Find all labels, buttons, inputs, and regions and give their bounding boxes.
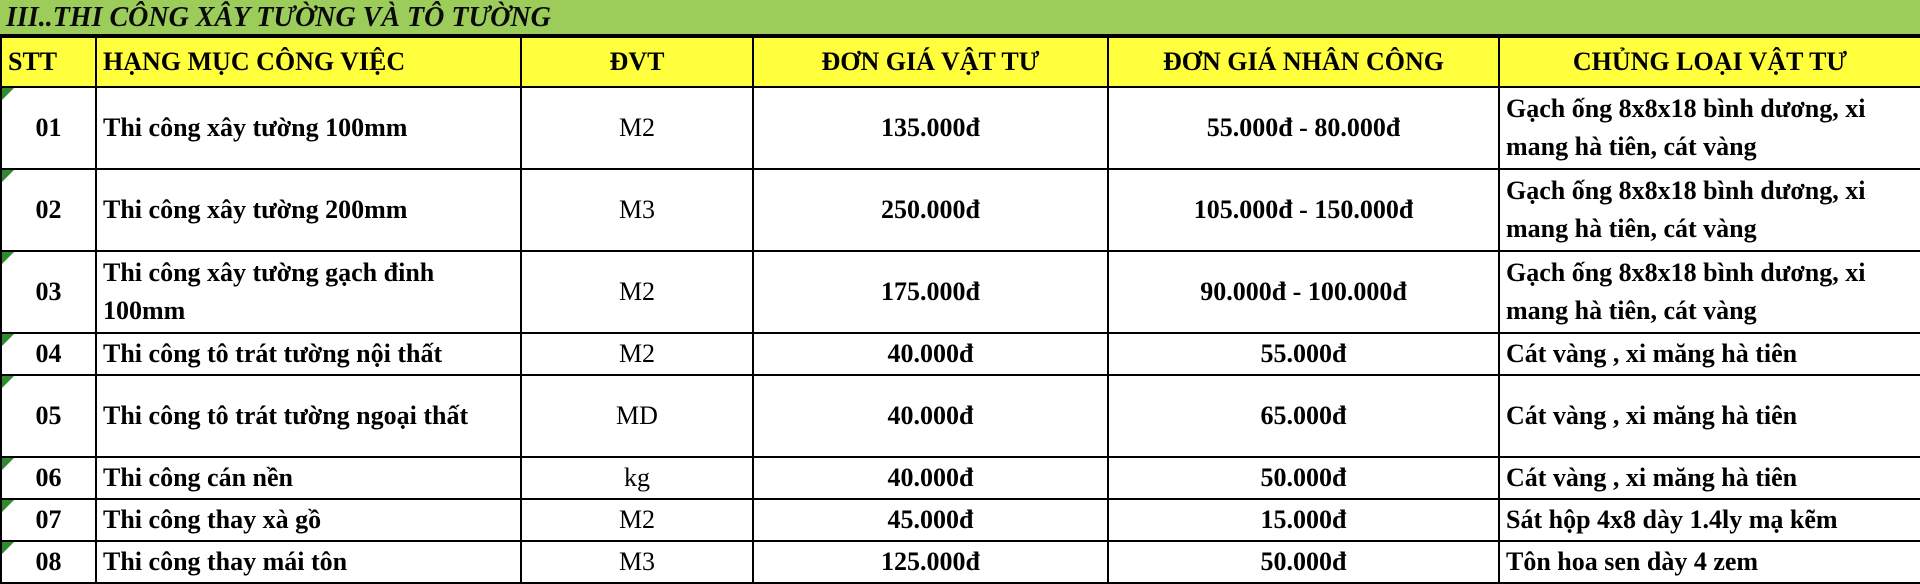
table-row [1,375,1920,457]
row-material-price: 175.000đ [753,251,1108,333]
row-material-price: 40.000đ [753,333,1108,375]
price-table [0,36,1920,584]
row-unit: M2 [521,333,753,375]
row-unit: MD [521,375,753,457]
row-unit: M3 [521,541,753,583]
row-stt: 06 [1,457,96,499]
row-material-price: 135.000đ [753,87,1108,169]
row-task: Thi công cán nền [96,457,521,499]
row-stt: 02 [1,169,96,251]
row-task: Thi công thay xà gồ [96,499,521,541]
header-row [1,37,1920,87]
table-row [1,87,1920,169]
table-row [1,169,1920,251]
row-unit: M2 [521,251,753,333]
row-unit: M2 [521,87,753,169]
row-stt: 08 [1,541,96,583]
row-labor-price: 55.000đ [1108,333,1499,375]
row-task: Thi công tô trát tường ngoại thất [96,375,521,457]
row-material-type: Cát vàng , xi măng hà tiên [1499,457,1920,499]
row-stt: 03 [1,251,96,333]
row-material-type: Tôn hoa sen dày 4 zem [1499,541,1920,583]
col-header-labor-price: ĐƠN GIÁ NHÂN CÔNG [1108,37,1499,87]
row-material-price: 250.000đ [753,169,1108,251]
row-labor-price: 65.000đ [1108,375,1499,457]
row-task: Thi công xây tường 100mm [96,87,521,169]
row-stt: 07 [1,499,96,541]
table-row [1,541,1920,583]
row-stt: 05 [1,375,96,457]
row-stt: 01 [1,87,96,169]
table-row [1,333,1920,375]
row-material-type: Gạch ống 8x8x18 bình dương, xi mang hà tiên, cát vàng [1499,87,1920,169]
table-row [1,457,1920,499]
col-header-task: HẠNG MỤC CÔNG VIỆC [96,37,521,87]
row-material-type: Gạch ống 8x8x18 bình dương, xi mang hà tiên, cát vàng [1499,251,1920,333]
row-labor-price: 50.000đ [1108,541,1499,583]
row-task: Thi công xây tường 200mm [96,169,521,251]
row-labor-price: 90.000đ - 100.000đ [1108,251,1499,333]
col-header-stt: STT [1,37,96,87]
table-row [1,499,1920,541]
row-unit: kg [521,457,753,499]
row-material-type: Gạch ống 8x8x18 bình dương, xi mang hà tiên, cát vàng [1499,169,1920,251]
row-task: Thi công tô trát tường nội thất [96,333,521,375]
row-task: Thi công xây tường gạch đinh 100mm [96,251,521,333]
row-material-price: 40.000đ [753,457,1108,499]
row-material-price: 45.000đ [753,499,1108,541]
section-title: III..THI CÔNG XÂY TƯỜNG VÀ TÔ TƯỜNG [0,0,1920,36]
row-labor-price: 55.000đ - 80.000đ [1108,87,1499,169]
col-header-material-price: ĐƠN GIÁ VẬT TƯ [753,37,1108,87]
col-header-material-type: CHỦNG LOẠI VẬT TƯ [1499,37,1920,87]
row-material-type: Sát hộp 4x8 dày 1.4ly mạ kẽm [1499,499,1920,541]
row-task: Thi công thay mái tôn [96,541,521,583]
row-labor-price: 50.000đ [1108,457,1499,499]
row-material-type: Cát vàng , xi măng hà tiên [1499,375,1920,457]
row-material-price: 40.000đ [753,375,1108,457]
row-labor-price: 15.000đ [1108,499,1499,541]
table-row [1,251,1920,333]
row-unit: M2 [521,499,753,541]
row-material-type: Cát vàng , xi măng hà tiên [1499,333,1920,375]
row-unit: M3 [521,169,753,251]
row-stt: 04 [1,333,96,375]
row-material-price: 125.000đ [753,541,1108,583]
col-header-unit: ĐVT [521,37,753,87]
row-labor-price: 105.000đ - 150.000đ [1108,169,1499,251]
